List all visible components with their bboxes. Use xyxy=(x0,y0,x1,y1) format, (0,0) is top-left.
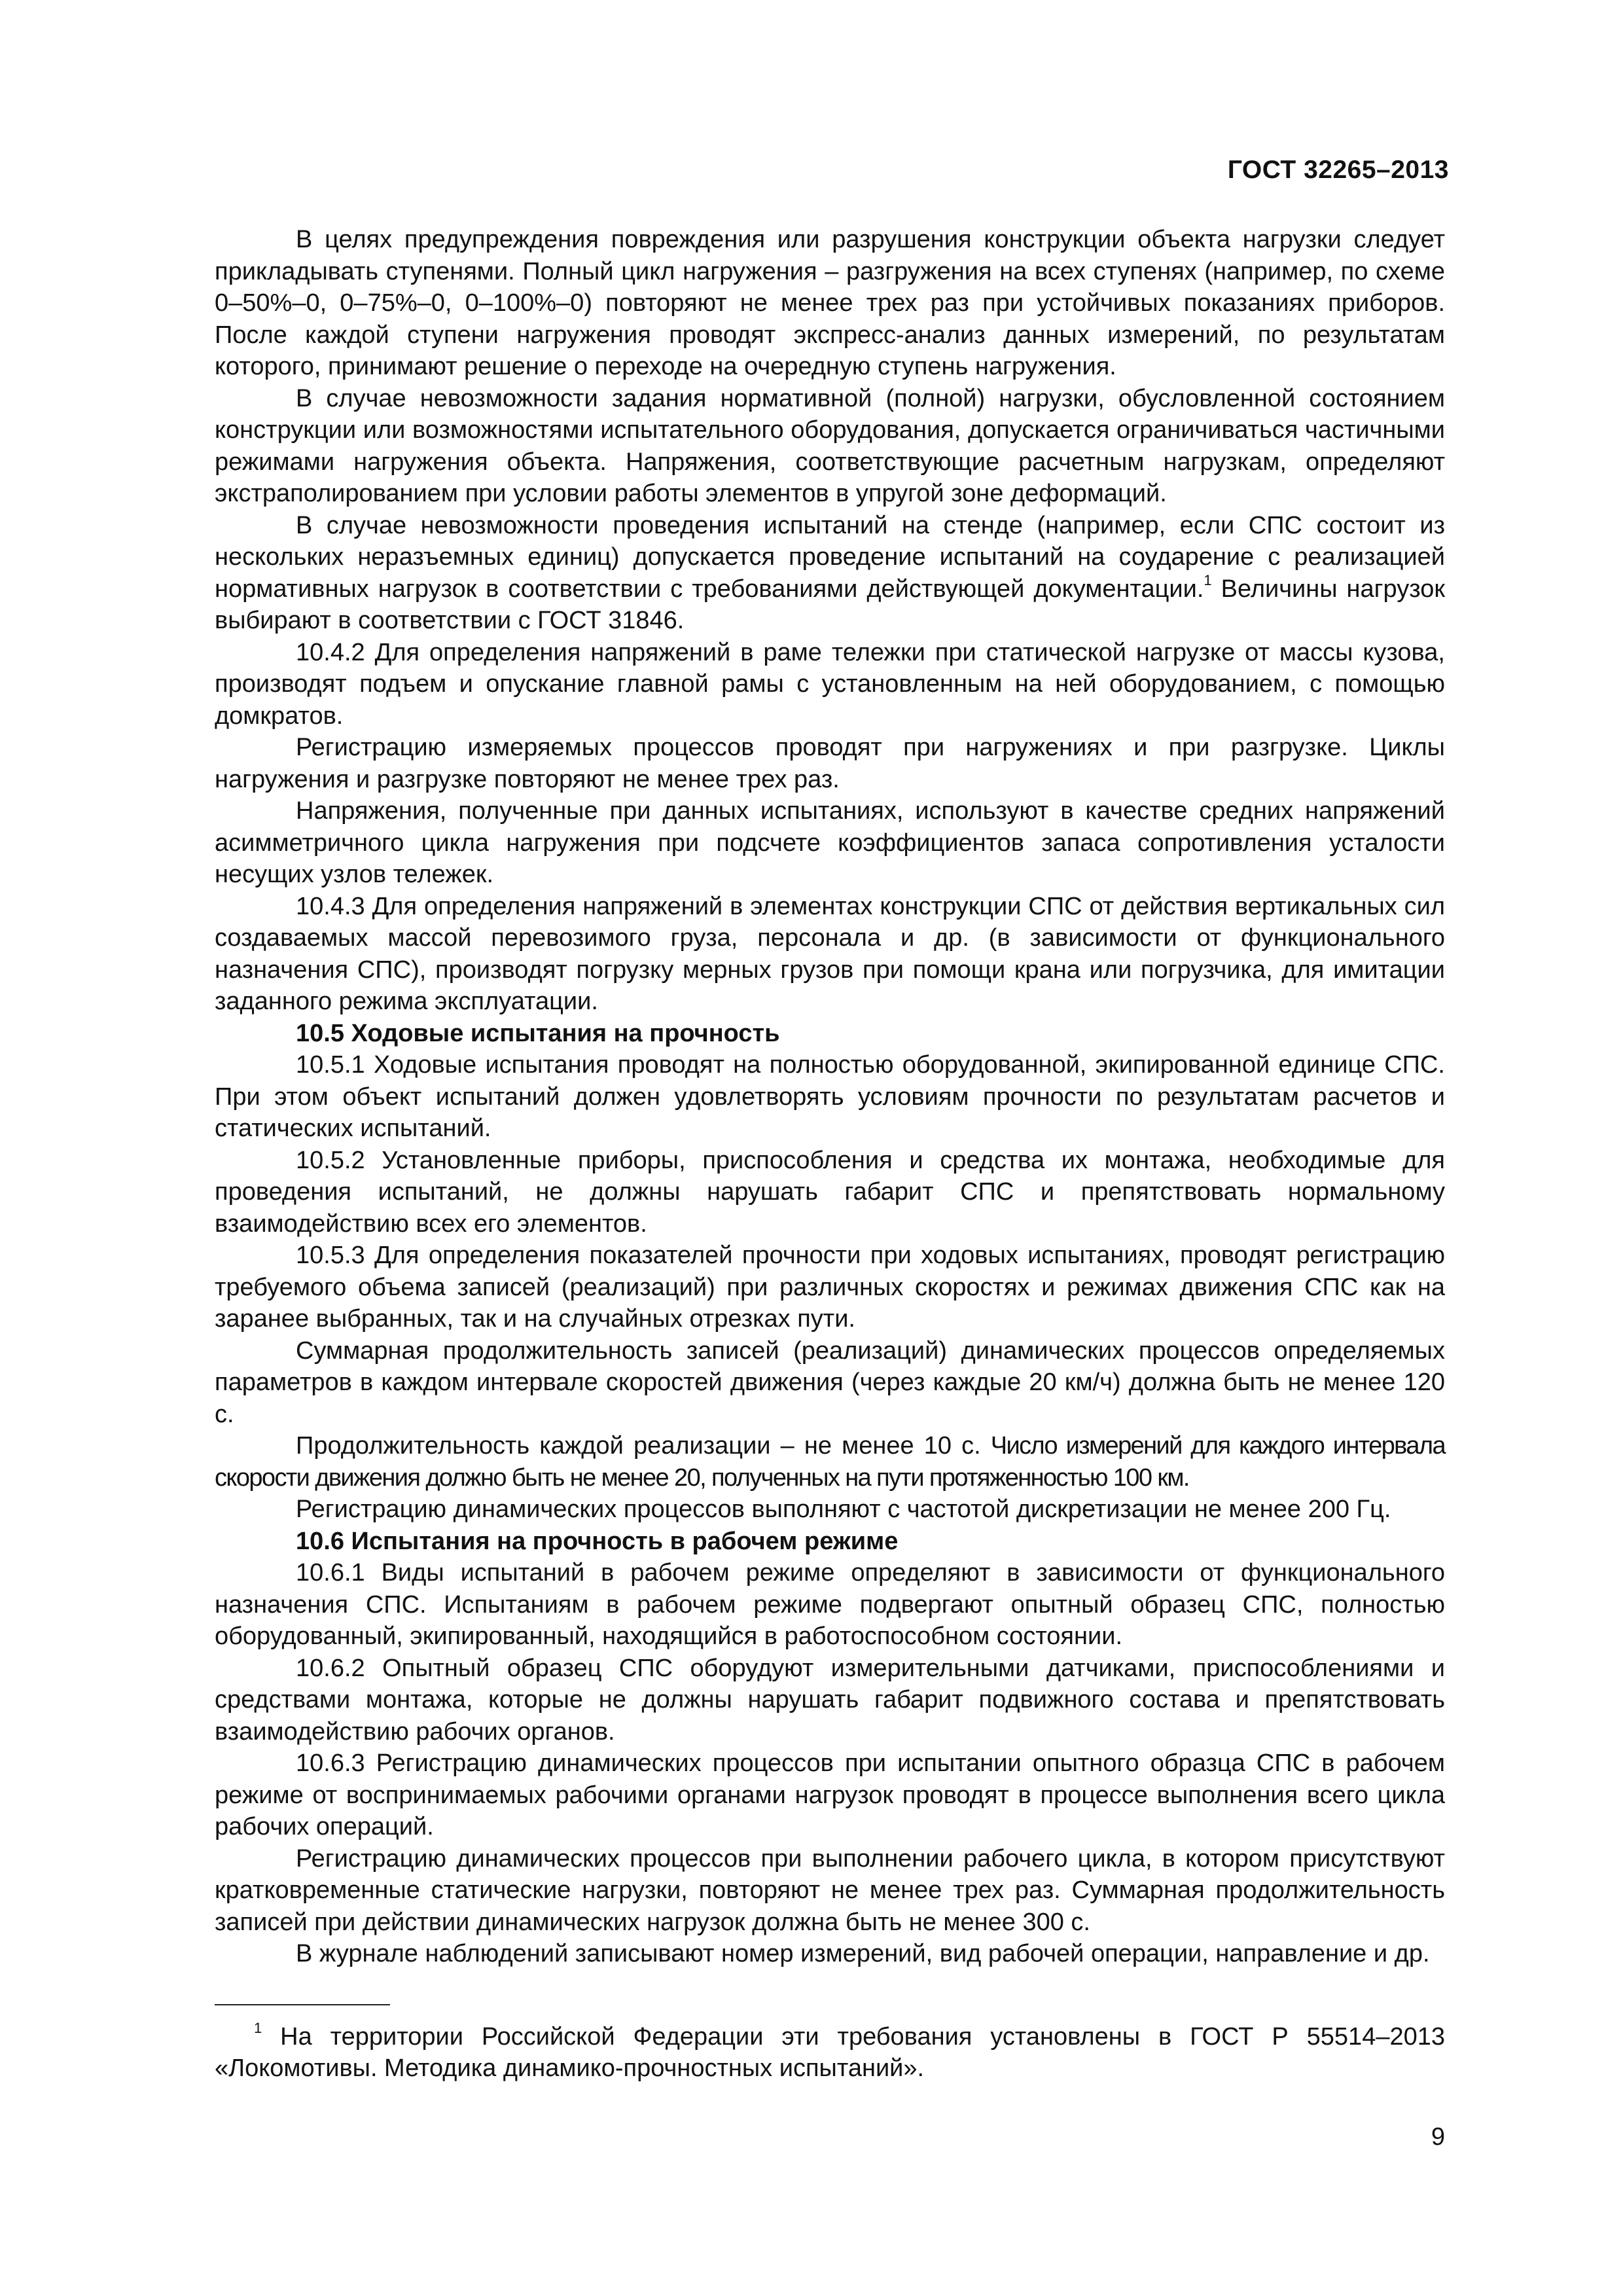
paragraph: 10.6.1 Виды испытаний в рабочем режиме определяют в зависимости от функционального назначения СПС. Испытаниям в рабочем режиме подвергают опытный образец СПС, полностью оборудованный, экипированный, находящийся в работоспособном состоянии. xyxy=(215,1559,1445,1650)
paragraph: 10.6.3 Регистрацию динамических процессов при испытании опытного образца СПС в рабочем режиме от воспринимаемых рабочими органами нагрузок проводят в процессе выполнения всего цикла рабочих операций. xyxy=(215,1749,1445,1840)
paragraph-text: Величины нагрузок выбирают в соответствии с ГОСТ 31846. xyxy=(215,575,1445,634)
section-heading: 10.5 Ходовые испытания на прочность xyxy=(296,1019,780,1047)
paragraph-with-footnote xyxy=(215,510,1445,637)
paragraph-text-condensed: Число измерений для каждого интервала скорости движения должно быть не менее 20, полученных на пути протяженностью 100 км. xyxy=(215,1432,1445,1492)
footnote-mark: 1 xyxy=(254,2020,262,2036)
paragraph: Регистрацию измеряемых процессов проводят при нагружениях и при разгрузке. Циклы нагружения и разгрузке повторяют не менее трех раз. xyxy=(215,734,1445,793)
footnote xyxy=(215,2021,1445,2084)
paragraph: В журнале наблюдений записывают номер измерений, вид рабочей операции, направление и др. xyxy=(296,1940,1430,1967)
paragraph: 10.5.3 Для определения показателей прочности при ходовых испытаниях, проводят регистрацию требуемого объема записей (реализаций) при различных скоростях и режимах движения СПС как на заранее выбранных, так и на случайных отрезках пути. xyxy=(215,1242,1445,1333)
footnote-text: На территории Российской Федерации эти требования установлены в ГОСТ Р 55514–2013 «Локомотивы. Методика динамико-прочностных испытаний». xyxy=(215,2023,1445,2082)
paragraph: 10.5.1 Ходовые испытания проводят на полностью оборудованной, экипированной единице СПС. При этом объект испытаний должен удовлетворять условиям прочности по результатам расчетов и статических испытаний. xyxy=(215,1051,1445,1142)
section-heading: 10.6 Испытания на прочность в рабочем режиме xyxy=(296,1527,899,1555)
paragraph: Напряжения, полученные при данных испытаниях, используют в качестве средних напряжений асимметричного цикла нагружения при подсчете коэффициентов запаса сопротивления усталости несущих узлов тележек. xyxy=(215,797,1445,888)
footnote-reference: 1 xyxy=(1204,571,1212,588)
paragraph: Регистрацию динамических процессов при выполнении рабочего цикла, в котором присутствуют кратковременные статические нагрузки, повторяют не менее трех раз. Суммарная продолжительность записей при действии динамических нагрузок должна быть не менее 300 с. xyxy=(215,1844,1445,1936)
paragraph: 10.4.2 Для определения напряжений в раме тележки при статической нагрузке от массы кузова, производят подъем и опускание главной рамы с установленным на ней оборудованием, с помощью домкратов. xyxy=(215,638,1445,730)
paragraph: Суммарная продолжительность записей (реализаций) динамических процессов определяемых параметров в каждом интервале скоростей движения (через каждые 20 км/ч) должна быть не менее 120 с. xyxy=(215,1336,1445,1428)
page-number: 9 xyxy=(1431,2123,1445,2151)
paragraph: В случае невозможности задания нормативной (полной) нагрузки, обусловленной состоянием конструкции или возможностями испытательного оборудования, допускается ограничиваться частичными режимами нагружения объекта. Напряжения, соответствующие расчетным нагрузкам, определяют экстраполированием при условии работы элементов в упругой зоне деформаций. xyxy=(215,384,1445,507)
paragraph-text: Продолжительность каждой реализации – не менее 10 с. xyxy=(296,1432,991,1460)
paragraph: В целях предупреждения повреждения или разрушения конструкции объекта нагрузки следует прикладывать ступенями. Полный цикл нагружения – разгружения на всех ступенях (например, по схеме 0–50%–0, 0–75%–0, 0–100%–0) повторяют не менее трех раз при устойчивых показаниях приборов. После каждой ступени нагружения проводят экспресс-анализ данных измерений, по результатам которого, принимают решение о переходе на очередную ступень нагружения. xyxy=(215,226,1445,380)
paragraph-text: В случае невозможности проведения испытаний на стенде (например, если СПС состоит из нескольких неразъемных единиц) допускается проведение испытаний на соударение с реализацией нормативных нагрузок в соответствии с требованиями действующей документации. xyxy=(215,511,1445,603)
paragraph: 10.5.2 Установленные приборы, приспособления и средства их монтажа, необходимые для проведения испытаний, не должны нарушать габарит СПС и препятствовать нормальному взаимодействию всех его элементов. xyxy=(215,1146,1445,1238)
paragraph: 10.6.2 Опытный образец СПС оборудуют измерительными датчиками, приспособлениями и средствами монтажа, которые не должны нарушать габарит подвижного состава и препятствовать взаимодействию рабочих органов. xyxy=(215,1654,1445,1746)
paragraph: 10.4.3 Для определения напряжений в элементах конструкции СПС от действия вертикальных сил создаваемых массой перевозимого груза, персонала и др. (в зависимости от функционального назначения СПС), производят погрузку мерных грузов при помощи крана или погрузчика, для имитации заданного режима эксплуатации. xyxy=(215,892,1445,1015)
paragraph: Регистрацию динамических процессов выполняют с частотой дискретизации не менее 200 Гц. xyxy=(296,1496,1391,1523)
document-body xyxy=(215,224,1445,1970)
footnote-separator xyxy=(215,2004,390,2005)
document-header: ГОСТ 32265–2013 xyxy=(1227,156,1449,184)
paragraph xyxy=(215,1430,1445,1494)
